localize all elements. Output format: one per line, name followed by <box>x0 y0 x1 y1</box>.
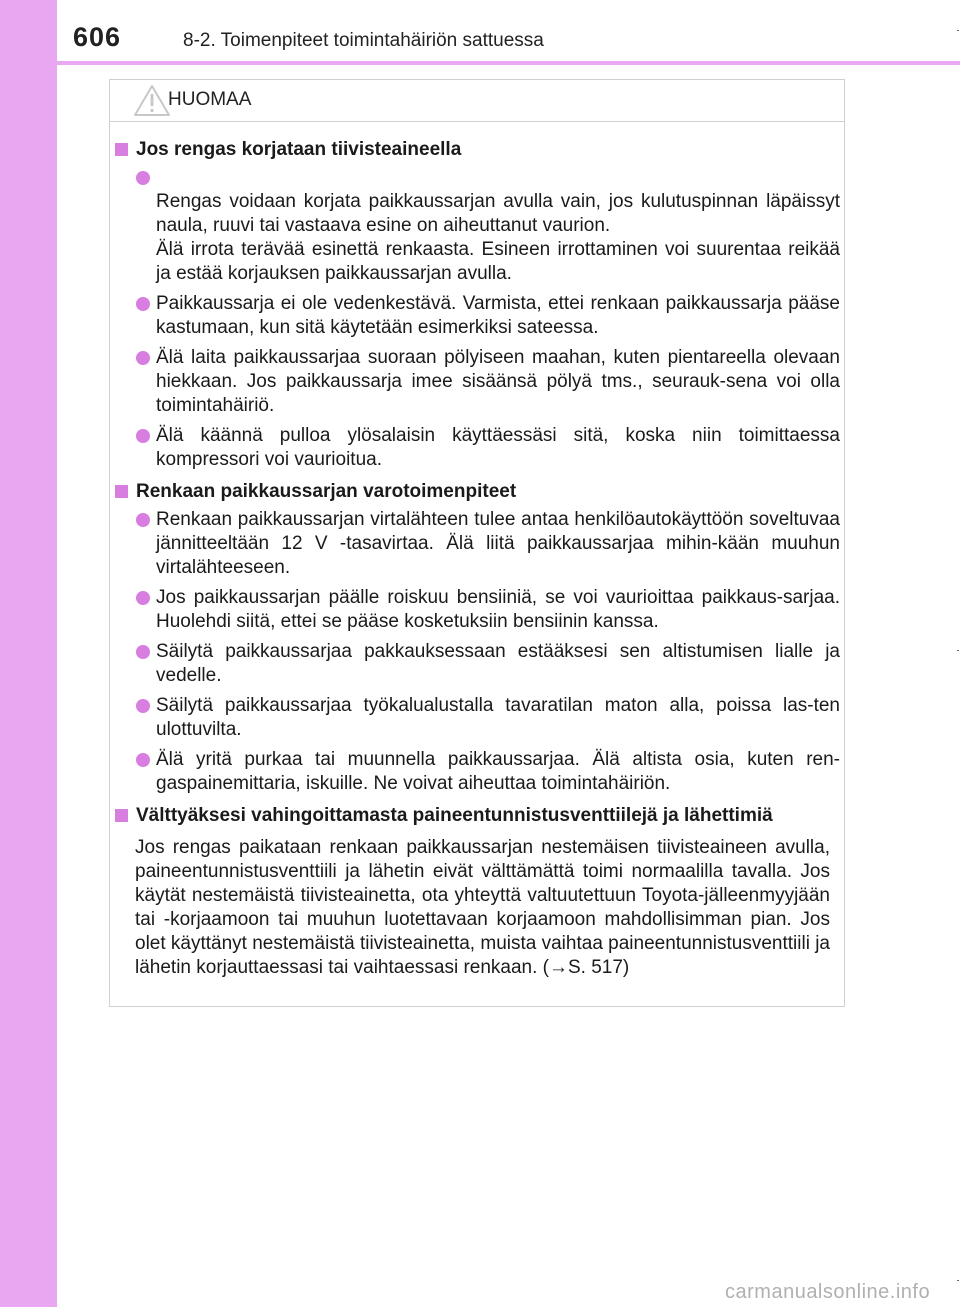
crop-mark <box>957 1280 959 1281</box>
square-bullet-icon <box>115 485 128 498</box>
circle-bullet-icon <box>136 645 150 659</box>
square-bullet-icon <box>115 809 128 822</box>
warning-triangle-icon <box>132 83 172 118</box>
circle-bullet-icon <box>136 753 150 767</box>
circle-bullet-icon <box>136 699 150 713</box>
bullet-item <box>114 346 840 418</box>
circle-bullet-icon <box>136 297 150 311</box>
circle-bullet-icon <box>136 591 150 605</box>
header-underline <box>57 61 960 65</box>
circle-bullet-icon <box>136 351 150 365</box>
bullet-text: Jos paikkaussarjan päälle roiskuu bensiiniä, se voi vaurioittaa paikkaus-sarjaa. Huolehdi siitä, ettei se pääse kosketuksiin bensiinin kanssa. <box>156 587 840 632</box>
notice-content <box>114 138 840 980</box>
circle-bullet-icon <box>136 429 150 443</box>
circle-bullet-icon <box>136 513 150 527</box>
notice-box <box>109 79 845 1007</box>
section-heading <box>114 138 840 162</box>
section-heading-text: Välttyäksesi vahingoittamasta paineentunnistusventtiilejä ja lähettimiä <box>136 805 773 826</box>
bullet-item <box>114 292 840 340</box>
square-bullet-icon <box>115 143 128 156</box>
section-title: 8-2. Toimenpiteet toimintahäiriön sattuessa <box>183 30 544 51</box>
bullet-item <box>114 748 840 796</box>
page-number: 606 <box>73 22 122 52</box>
bullet-text: Älä laita paikkaussarjaa suoraan pölyiseen maahan, kuten pientareella olevaan hiekkaan. Jos paikkaussarja imee sisäänsä pölyä tms., seurauk-sena voi olla toimintahäiriö. <box>156 347 840 416</box>
bullet-text: Renkaan paikkaussarjan virtalähteen tulee antaa henkilöautokäyttöön soveltuvaa jännitteeltään 12 V -tasavirtaa. Älä liitä paikkaussarjaa mihin-kään muuhun virtalähteeseen. <box>156 509 840 578</box>
bullet-text: Älä käännä pulloa ylösalaisin käyttäessäsi sitä, koska niin toimittaessa kompressori voi vaurioitua. <box>156 425 840 470</box>
section-heading-text: Renkaan paikkaussarjan varotoimenpiteet <box>136 481 517 502</box>
bullet-text: Säilytä paikkaussarjaa pakkauksessaan estääksesi sen altistumisen lialle ja vedelle. <box>156 641 840 686</box>
bullet-text: Rengas voidaan korjata paikkaussarjan avulla vain, jos kulutuspinnan läpäissyt naula, ruuvi tai vastaava esine on aiheuttanut vaurion. Älä irrota terävää esinettä renkaasta. Esineen irrottaminen voi suurentaa reikää ja estää korjauksen paikkaussarjan avulla. <box>156 191 840 284</box>
bullet-item <box>114 424 840 472</box>
bullet-item <box>114 166 840 286</box>
bullet-item <box>114 508 840 580</box>
bullet-text: Paikkaussarja ei ole vedenkestävä. Varmista, ettei renkaan paikkaussarja pääse kastumaan, kun sitä käytetään esimerkiksi sateessa. <box>156 293 840 338</box>
side-color-band <box>0 0 57 1307</box>
bullet-item <box>114 694 840 742</box>
bullet-text: Säilytä paikkaussarjaa työkalualustalla tavaratilan maton alla, poissa las-ten ulottuvilta. <box>156 695 840 740</box>
circle-bullet-icon <box>136 171 150 185</box>
bullet-item <box>114 640 840 688</box>
section-heading <box>114 480 840 504</box>
crop-mark <box>957 30 959 31</box>
paragraph: Jos rengas paikataan renkaan paikkaussarjan nestemäisen tiivisteaineen avulla, paineentunnistusventtiili ja lähetin eivät välttämättä toimi normaalilla tavalla. Jos käytät nestemäistä tiivisteainetta, ota yhteyttä valtuutettuun Toyota-jälleenmyyjään tai -korjaamoon tai muuhun luotettavaan korjaamoon mahdollisimman pian. Jos olet käyttänyt nestemäistä tiivisteainetta, muista vaihtaa paineentunnistusventtiili ja lähetin korjauttaessasi tai vaihtaessasi renkaan. (→S. 517) <box>135 837 830 978</box>
section-heading-text: Jos rengas korjataan tiivisteaineella <box>136 139 462 160</box>
notice-header <box>110 80 844 122</box>
notice-title: HUOMAA <box>168 89 252 110</box>
bullet-text: Älä yritä purkaa tai muunnella paikkaussarjaa. Älä altista osia, kuten ren-gaspainemittaria, iskuille. Ne voivat aiheuttaa toimintahäiriön. <box>156 749 840 794</box>
bullet-item <box>114 586 840 634</box>
watermark: carmanualsonline.info <box>725 1281 931 1303</box>
section-heading <box>114 804 840 828</box>
crop-mark <box>957 650 959 651</box>
